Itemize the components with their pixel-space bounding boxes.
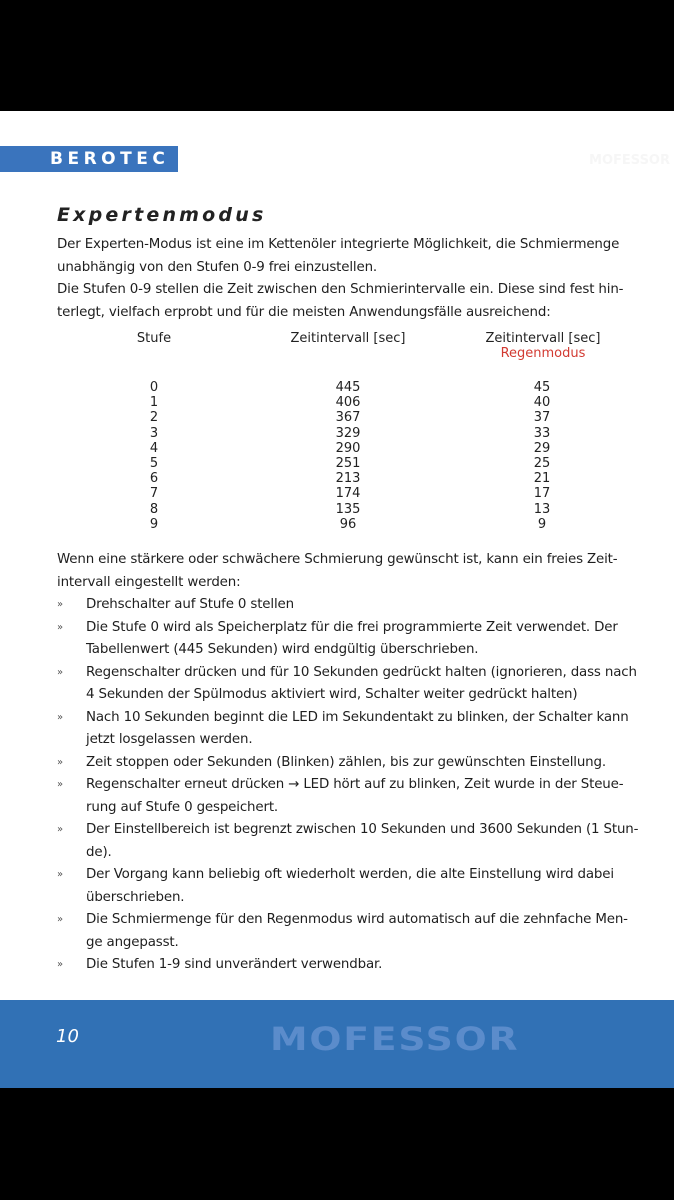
intro-line: Die Stufen 0-9 stellen die Zeit zwischen den Schmierintervalle ein. Diese sind fest hin- bbox=[57, 282, 624, 297]
list-item bbox=[57, 707, 657, 752]
item-line: Die Stufen 1-9 sind unverändert verwendbar. bbox=[86, 957, 383, 972]
bullet-icon: » bbox=[57, 869, 63, 880]
cell-rain: 45 bbox=[533, 380, 551, 395]
cell-rain: 40 bbox=[533, 395, 551, 411]
top-black-bar bbox=[0, 0, 674, 111]
instructions-lead bbox=[57, 549, 657, 594]
item-line: Regenschalter erneut drücken → LED hört auf zu blinken, Zeit wurde in der Steue- bbox=[86, 777, 624, 792]
list-item bbox=[57, 819, 657, 864]
col-header-interval-rain-label: Zeitintervall [sec] bbox=[485, 331, 601, 346]
cell-interval: 213 bbox=[335, 471, 361, 487]
cell-rain: 21 bbox=[533, 471, 551, 487]
list-item bbox=[57, 594, 657, 617]
instructions-list bbox=[57, 594, 657, 977]
list-item bbox=[57, 864, 657, 909]
intro-line: terlegt, vielfach erprobt und für die meisten Anwendungsfälle ausreichend: bbox=[57, 304, 551, 320]
page-footer bbox=[0, 1000, 674, 1088]
item-line: Nach 10 Sekunden beginnt die LED im Sekundentakt zu blinken, der Schalter kann bbox=[86, 709, 629, 725]
col-header-stufe: Stufe bbox=[136, 331, 172, 346]
lead-line: intervall eingestellt werden: bbox=[57, 574, 241, 590]
item-line: Der Vorgang kann beliebig oft wiederholt werden, die alte Einstellung wird dabei bbox=[86, 867, 614, 882]
cell-rain: 29 bbox=[533, 440, 551, 456]
cell-interval: 445 bbox=[335, 380, 361, 395]
cell-rain: 33 bbox=[533, 425, 551, 441]
item-line: jetzt losgelassen werden. bbox=[86, 732, 253, 747]
bullet-icon: » bbox=[57, 621, 63, 633]
cell-stufe: 8 bbox=[149, 501, 159, 517]
cell-interval: 174 bbox=[335, 486, 361, 502]
cell-interval: 290 bbox=[335, 440, 361, 456]
cell-rain: 25 bbox=[533, 455, 551, 471]
table-row bbox=[0, 471, 674, 486]
table-row bbox=[0, 426, 674, 441]
bullet-icon: » bbox=[57, 824, 63, 835]
table-row bbox=[0, 410, 674, 425]
cell-stufe: 6 bbox=[149, 471, 159, 487]
item-line: Der Einstellbereich ist begrenzt zwischen 10 Sekunden und 3600 Sekunden (1 Stun- bbox=[86, 822, 639, 837]
item-line: Drehschalter auf Stufe 0 stellen bbox=[86, 597, 294, 612]
table-row bbox=[0, 441, 674, 456]
cell-stufe: 4 bbox=[149, 440, 159, 456]
bullet-icon: » bbox=[57, 779, 63, 790]
table-row bbox=[0, 486, 674, 501]
cell-stufe: 7 bbox=[149, 486, 159, 502]
cell-interval: 96 bbox=[339, 516, 357, 532]
bullet-icon: » bbox=[57, 711, 63, 723]
list-item bbox=[57, 617, 657, 662]
list-item bbox=[57, 954, 657, 977]
table-row bbox=[0, 502, 674, 517]
page-number: 10 bbox=[56, 1026, 79, 1047]
cell-stufe: 2 bbox=[149, 410, 159, 426]
cell-interval: 367 bbox=[335, 410, 361, 426]
item-line: Die Schmiermenge für den Regenmodus wird automatisch auf die zehnfache Men- bbox=[86, 912, 628, 927]
section-title: Expertenmodus bbox=[57, 204, 267, 226]
faint-watermark: MOFESSOR bbox=[589, 153, 670, 168]
intro-paragraph bbox=[57, 234, 647, 324]
col-header-rain-mode: Regenmodus bbox=[500, 346, 586, 361]
item-line: Regenschalter drücken und für 10 Sekunden gedrückt halten (ignorieren, dass nach bbox=[86, 664, 637, 680]
cell-rain: 9 bbox=[537, 516, 547, 532]
item-line: de). bbox=[86, 844, 112, 860]
footer-logo: MOFESSOR bbox=[270, 1020, 520, 1058]
cell-stufe: 0 bbox=[149, 380, 159, 395]
item-line: Die Stufe 0 wird als Speicherplatz für die frei programmierte Zeit verwendet. Der bbox=[86, 619, 618, 635]
cell-stufe: 9 bbox=[149, 516, 159, 532]
cell-interval: 251 bbox=[335, 455, 361, 471]
item-line: überschrieben. bbox=[86, 889, 185, 905]
manual-page bbox=[0, 111, 674, 1088]
bullet-icon: » bbox=[57, 959, 63, 970]
list-item bbox=[57, 662, 657, 707]
list-item bbox=[57, 774, 657, 819]
cell-rain: 37 bbox=[533, 410, 551, 426]
bullet-icon: » bbox=[57, 914, 63, 925]
table-row bbox=[0, 517, 674, 532]
list-item bbox=[57, 752, 657, 775]
list-item bbox=[57, 909, 657, 954]
bullet-icon: » bbox=[57, 599, 63, 610]
table-row bbox=[0, 456, 674, 471]
cell-stufe: 1 bbox=[149, 395, 159, 411]
item-line: Zeit stoppen oder Sekunden (Blinken) zählen, bis zur gewünschten Einstellung. bbox=[86, 754, 606, 770]
col-header-interval: Zeitintervall [sec] bbox=[290, 331, 406, 346]
cell-interval: 135 bbox=[335, 501, 361, 517]
intro-line: unabhängig von den Stufen 0-9 frei einzustellen. bbox=[57, 259, 378, 275]
item-line: 4 Sekunden der Spülmodus aktiviert wird, Schalter weiter gedrückt halten) bbox=[86, 687, 578, 702]
brand-header: BEROTEC bbox=[0, 146, 178, 172]
cell-stufe: 3 bbox=[149, 425, 159, 441]
item-line: rung auf Stufe 0 gespeichert. bbox=[86, 799, 279, 815]
cell-stufe: 5 bbox=[149, 455, 159, 471]
table-row bbox=[0, 380, 674, 395]
item-line: Tabellenwert (445 Sekunden) wird endgültig überschrieben. bbox=[86, 642, 479, 657]
item-line: ge angepasst. bbox=[86, 934, 179, 950]
bullet-icon: » bbox=[57, 756, 63, 768]
table-row bbox=[0, 395, 674, 410]
intro-line: Der Experten-Modus ist eine im Kettenöler integrierte Möglichkeit, die Schmiermenge bbox=[57, 237, 620, 252]
bottom-black-bar bbox=[0, 1088, 674, 1200]
cell-interval: 406 bbox=[335, 395, 361, 411]
cell-rain: 17 bbox=[533, 486, 551, 502]
cell-rain: 13 bbox=[533, 501, 551, 517]
bullet-icon: » bbox=[57, 666, 63, 678]
lead-line: Wenn eine stärkere oder schwächere Schmierung gewünscht ist, kann ein freies Zeit- bbox=[57, 552, 618, 567]
col-header-interval-rain bbox=[455, 331, 631, 362]
table-body bbox=[0, 380, 674, 532]
cell-interval: 329 bbox=[335, 425, 361, 441]
